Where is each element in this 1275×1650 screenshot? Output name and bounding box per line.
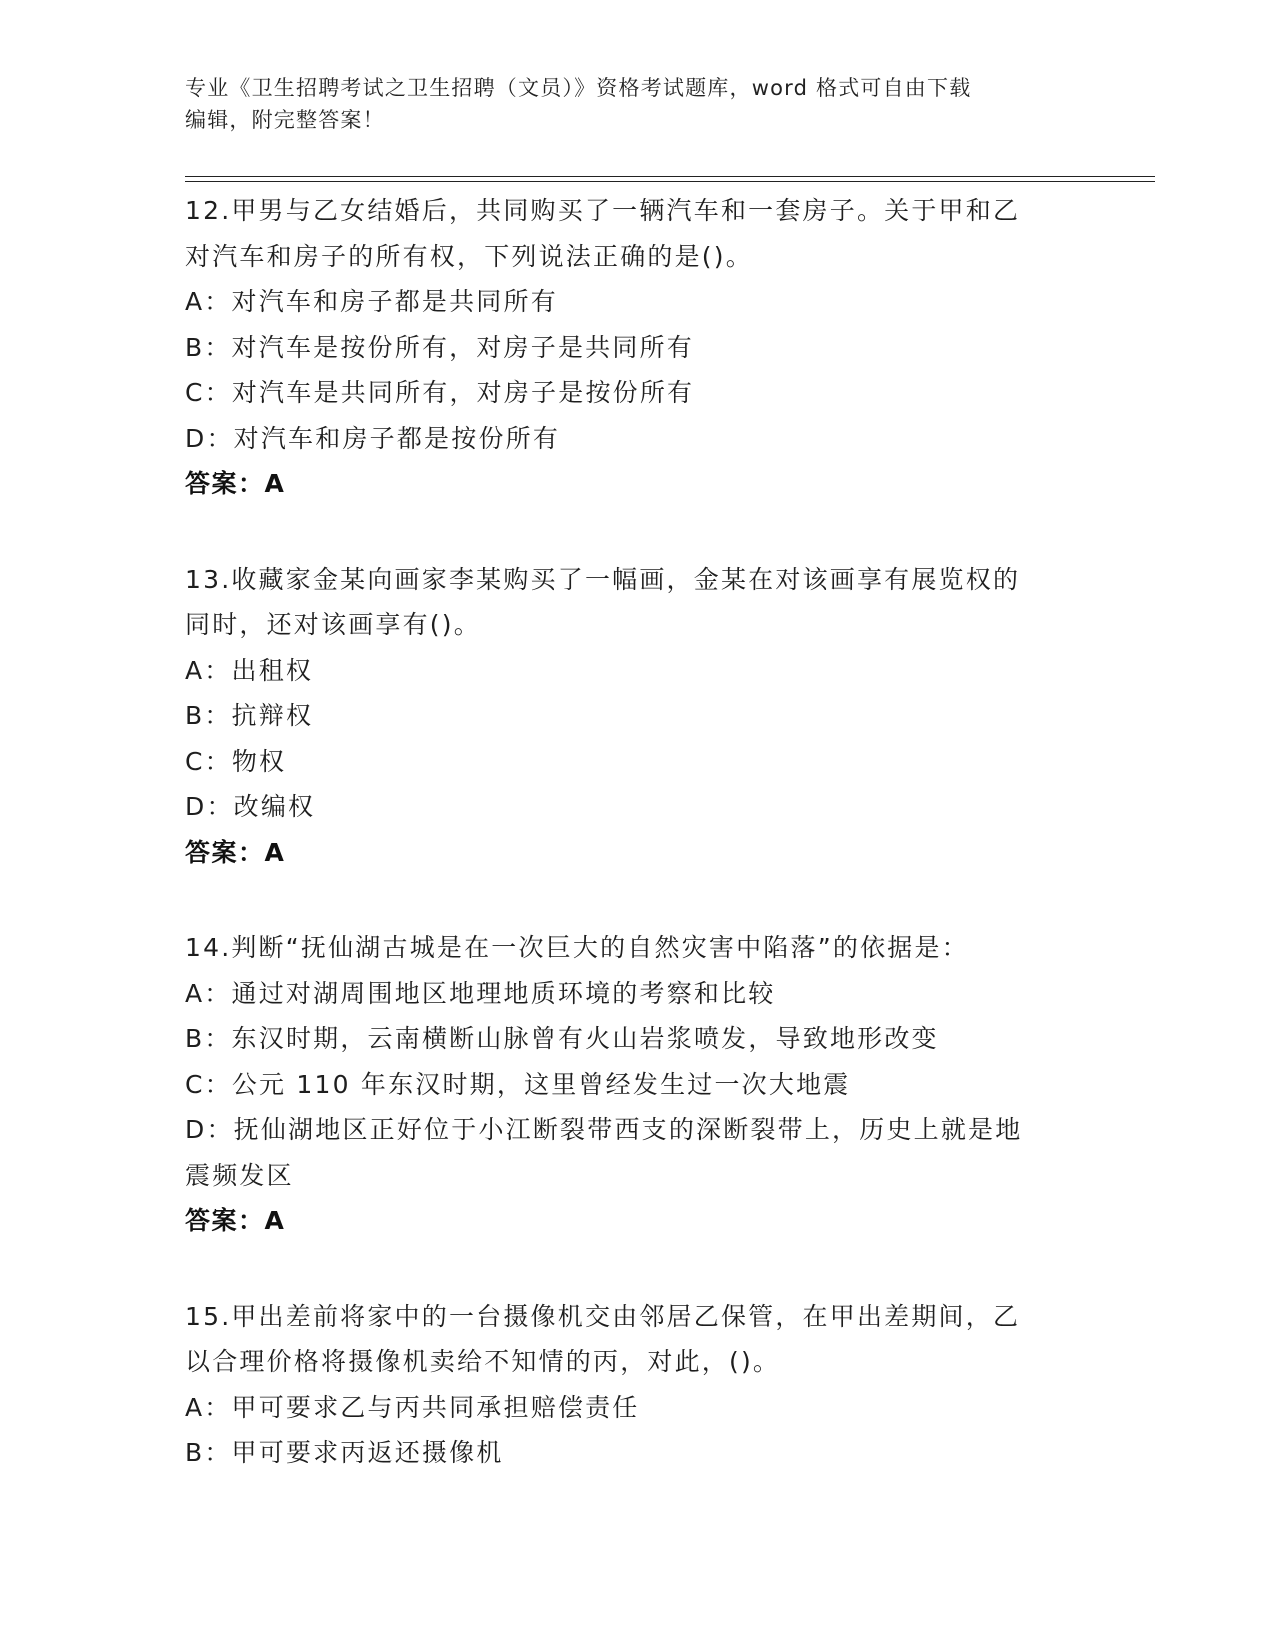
question-stem-line: 14.判断“抚仙湖古城是在一次巨大的自然灾害中陷落”的依据是：	[185, 933, 969, 962]
question-stem-line: 对汽车和房子的所有权，下列说法正确的是()。	[185, 241, 753, 271]
answer: 答案：A	[185, 837, 286, 867]
question-15	[185, 1294, 1075, 1476]
question-14	[185, 925, 1075, 1244]
question-stem-line: 13.收藏家金某向画家李某购买了一幅画，金某在对该画享有展览权的	[185, 564, 1021, 594]
option-b: B：甲可要求丙返还摄像机	[185, 1438, 504, 1467]
question-list	[185, 188, 1075, 1526]
question-stem-line: 12.甲男与乙女结婚后，共同购买了一辆汽车和一套房子。关于甲和乙	[185, 196, 1021, 225]
option-b: B：对汽车是按份所有，对房子是共同所有	[185, 332, 694, 362]
header-line-2: 编辑，附完整答案！	[185, 108, 385, 132]
option-a: A：甲可要求乙与丙共同承担赔偿责任	[185, 1392, 640, 1422]
header-divider-top	[185, 176, 1155, 177]
option-a: A：出租权	[185, 655, 314, 685]
question-13	[185, 557, 1075, 876]
option-d-continued: 震频发区	[185, 1160, 294, 1190]
option-a: A：对汽车和房子都是共同所有	[185, 287, 558, 316]
document-header	[185, 72, 1065, 136]
header-divider-bottom	[185, 181, 1155, 182]
answer: 答案：A	[185, 469, 286, 498]
question-stem-line: 15.甲出差前将家中的一台摄像机交由邻居乙保管，在甲出差期间，乙	[185, 1301, 1021, 1331]
question-12	[185, 188, 1075, 507]
option-c: C：公元 110 年东汉时期，这里曾经发生过一次大地震	[185, 1069, 851, 1099]
question-stem-line: 同时，还对该画享有()。	[185, 610, 481, 639]
question-stem-line: 以合理价格将摄像机卖给不知情的丙，对此，()。	[185, 1347, 781, 1376]
option-c: C：物权	[185, 746, 287, 776]
option-d: D：对汽车和房子都是按份所有	[185, 423, 561, 453]
answer: 答案：A	[185, 1206, 286, 1235]
header-line-1: 专业《卫生招聘考试之卫生招聘（文员）》资格考试题库，word 格式可自由下载	[185, 76, 972, 100]
option-a: A：通过对湖周围地区地理地质环境的考察和比较	[185, 978, 776, 1008]
option-b: B：抗辩权	[185, 701, 314, 730]
option-d: D：改编权	[185, 792, 316, 821]
option-c: C：对汽车是共同所有，对房子是按份所有	[185, 378, 695, 407]
option-d: D：抚仙湖地区正好位于小江断裂带西支的深断裂带上，历史上就是地	[185, 1115, 1023, 1144]
option-b: B：东汉时期，云南横断山脉曾有火山岩浆喷发，导致地形改变	[185, 1024, 939, 1053]
